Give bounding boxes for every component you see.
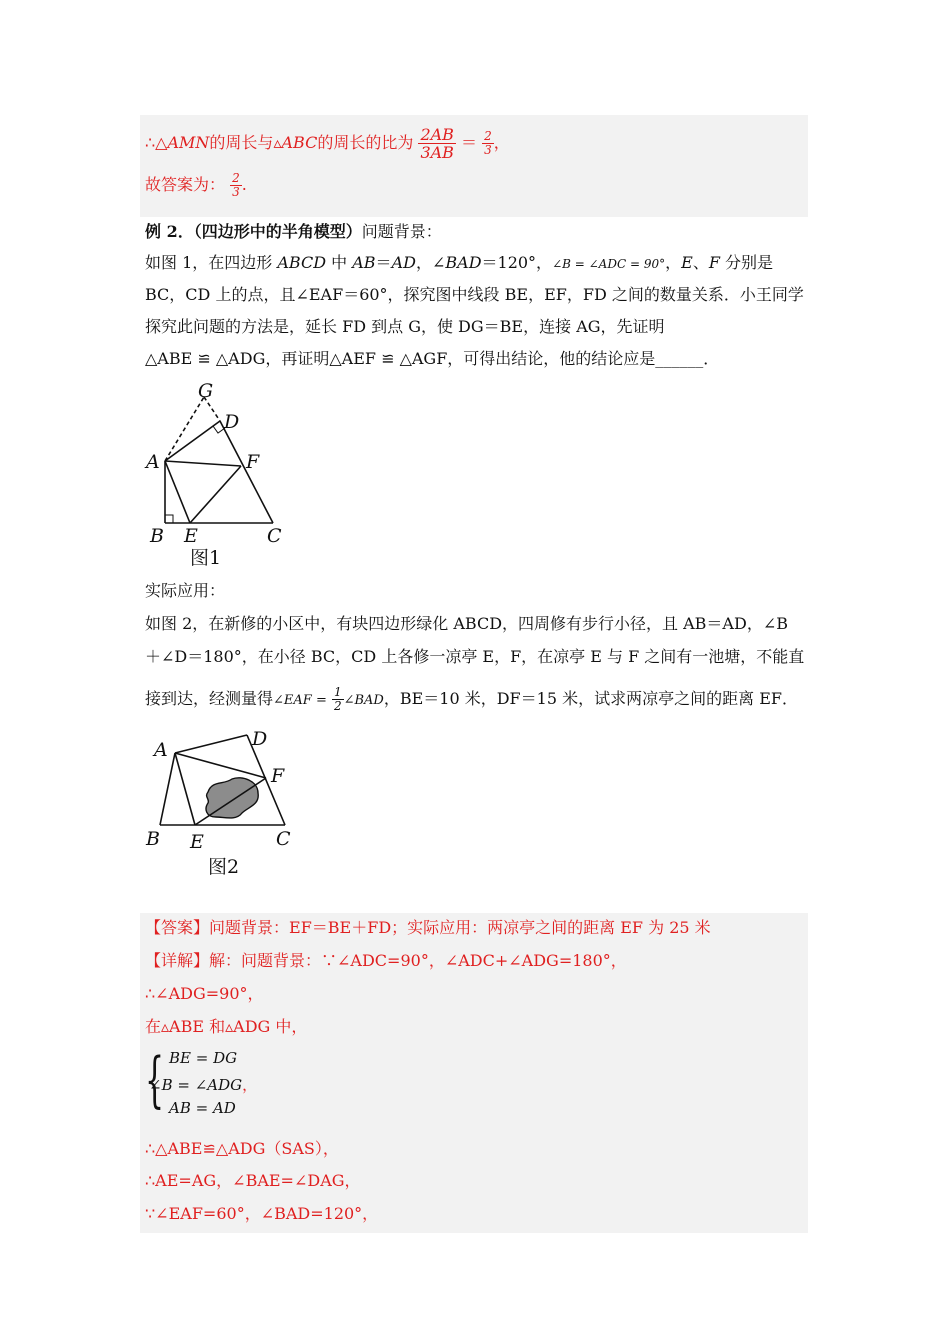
system-comma: ，	[242, 1076, 258, 1094]
practical-heading: 实际应用：	[145, 581, 226, 600]
segment-ad: AD	[391, 253, 416, 272]
problem-para-2: BC，CD 上的点，且∠EAF＝60°，探究图中线段 BE，EF，FD 之间的数量关系．小王同学	[145, 285, 804, 304]
label-g: G	[198, 380, 214, 402]
triangle-symbol: ▵	[273, 133, 282, 152]
half-fraction: $\frac{1}{2}$	[333, 685, 342, 713]
segment-af	[175, 753, 266, 778]
answer-summary	[145, 917, 711, 939]
practical-para-2: ＋∠D＝180°，在小径 BC，CD 上各修一凉亭 E，F，在凉亭 E 与 F 之间有一池塘，不能直	[145, 647, 805, 666]
side-ad	[175, 735, 247, 753]
label-b: B	[150, 525, 164, 547]
segment-ef	[190, 466, 241, 523]
answer-text: 问题背景：EF＝BE＋FD；实际应用：两凉亭之间的距离 EF 为 25 米	[209, 918, 711, 937]
detail-line-6: ∵∠EAF=60°，∠BAD=120°，	[145, 1204, 379, 1223]
triangle-abc: ABC	[281, 133, 318, 152]
segment-ag	[165, 397, 204, 461]
system-row-2-text: ∠B = ∠ADG	[149, 1076, 243, 1094]
label-e: E	[184, 525, 198, 547]
angle-bad: ∠BAD	[343, 693, 384, 708]
label-e: E	[190, 831, 204, 853]
label-a: A	[146, 451, 160, 473]
problem-para-4: △ABE ≌ △ADG，再证明△AEF ≌ △AGF，可得出结论，他的结论应是______．	[145, 349, 720, 368]
label-f: F	[246, 451, 260, 473]
answer-line	[145, 172, 247, 199]
text: ＝	[375, 253, 392, 272]
system-row-2	[149, 1074, 257, 1095]
angle-equation: ∠B = ∠ADC = 90°	[552, 257, 666, 271]
angle-eaf: ∠EAF =	[273, 693, 327, 708]
answer-prefix: 故答案为：	[145, 175, 226, 194]
detail-text: 解：问题背景：∵∠ADC=90°，∠ADC+∠ADG=180°，	[209, 951, 627, 970]
label-b: B	[146, 828, 160, 850]
detail-line-4: ∴△ABE≌△ADG（SAS），	[145, 1139, 339, 1158]
comma: ，	[493, 133, 510, 152]
figure-1-caption: 图1	[190, 547, 222, 569]
congruence-system	[145, 1045, 285, 1120]
detail-line-1	[145, 950, 627, 972]
text: 分别是	[719, 253, 774, 272]
text: 中	[326, 253, 353, 272]
figure-1	[140, 378, 300, 573]
ratio-line	[145, 126, 510, 161]
fraction-2-3: $\frac{2}{3}$	[484, 129, 492, 157]
label-a: A	[154, 739, 168, 761]
answer-tag: 【答案】	[145, 918, 210, 937]
text: 的周长与	[209, 133, 274, 152]
system-row-3: AB = AD	[169, 1099, 236, 1117]
fraction-2ab-3ab: $\frac{2AB}{3AB}$	[420, 125, 454, 162]
point-f: F	[708, 253, 720, 272]
segment-ab: AB	[352, 253, 376, 272]
system-row-1: BE = DG	[169, 1049, 238, 1067]
text: 如图 1，在四边形	[145, 253, 278, 272]
label-c: C	[267, 525, 282, 547]
right-angle-b	[165, 515, 173, 523]
detail-line-3: 在▵ABE 和▵ADG 中，	[145, 1017, 308, 1036]
label-c: C	[276, 828, 291, 850]
label-d: D	[252, 728, 268, 750]
point-e: E	[681, 253, 693, 272]
answer-fraction: $\frac{2}{3}$	[232, 171, 240, 199]
text: 接到达，经测量得	[145, 689, 274, 708]
practical-para-1: 如图 2，在新修的小区中，有块四边形绿化 ABCD，四周修有步行小径，且 AB＝AD，∠B	[145, 614, 788, 633]
example-title	[145, 221, 442, 243]
text: ，BE＝10 米，DF＝15 米，试求两凉亭之间的距离 EF．	[383, 689, 798, 708]
label-f: F	[271, 765, 285, 787]
side-ad	[165, 421, 220, 461]
segment-ae	[165, 461, 190, 523]
text: ＝120°，	[481, 253, 553, 272]
equals-sign: ＝	[461, 133, 478, 152]
text: ，	[415, 253, 432, 272]
label-d: D	[224, 411, 240, 433]
example-subheading: 问题背景：	[361, 222, 442, 241]
side-ab	[160, 753, 175, 825]
therefore-symbol: ∴△	[145, 133, 168, 152]
text: 的周长的比为	[317, 133, 414, 152]
quad-abcd: ABCD	[277, 253, 327, 272]
figure-2-caption: 图2	[208, 856, 240, 878]
text: 、	[692, 253, 709, 272]
problem-para-1	[145, 252, 773, 275]
text: ，	[665, 253, 682, 272]
period: .	[241, 175, 247, 194]
segment-af	[165, 461, 241, 466]
detail-tag: 【详解】	[145, 951, 210, 970]
angle-bad: ∠BAD	[431, 253, 482, 272]
practical-para-3	[145, 686, 798, 713]
detail-line-5: ∴AE=AG，∠BAE=∠DAG，	[145, 1171, 361, 1190]
example-heading: 例 2．（四边形中的半角模型）	[145, 222, 362, 241]
detail-line-2: ∴∠ADG=90°，	[145, 984, 264, 1003]
segment-ae	[175, 753, 195, 825]
problem-para-3: 探究此问题的方法是，延长 FD 到点 G，使 DG＝BE，连接 AG，先证明	[145, 317, 665, 336]
triangle-amn: AMN	[167, 133, 210, 152]
brace: {	[145, 1045, 165, 1115]
figure-2	[140, 725, 310, 885]
